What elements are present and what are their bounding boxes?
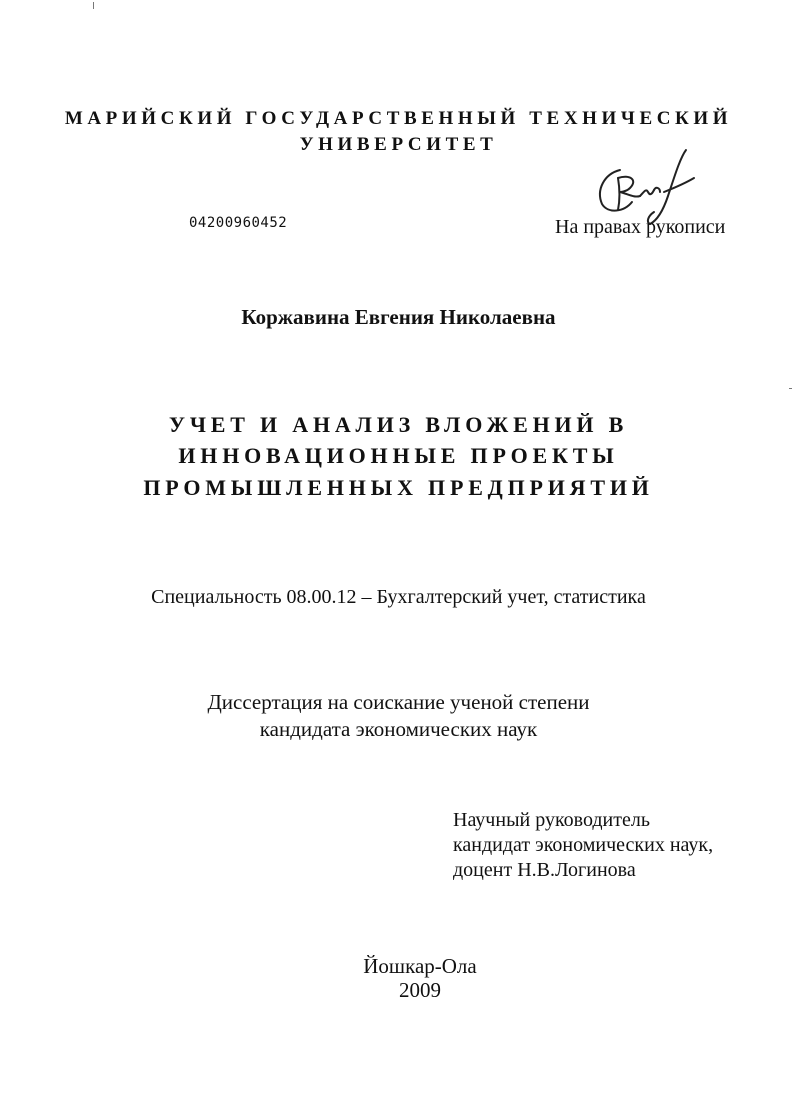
dissertation-title-line3: ПРОМЫШЛЕННЫХ ПРЕДПРИЯТИЙ [143,475,654,500]
city: Йошкар-Ола [363,954,477,978]
university-name-line1: МАРИЙСКИЙ ГОСУДАРСТВЕННЫЙ ТЕХНИЧЕСКИЙ [64,108,733,129]
advisor-degree: кандидат экономических наук, [453,834,714,856]
dissertation-title-line1: УЧЕТ И АНАЛИЗ ВЛОЖЕНИЙ В [168,412,629,437]
advisor-name: доцент Н.В.Логинова [453,859,636,881]
university-name-line2: УНИВЕРСИТЕТ [299,134,498,155]
year: 2009 [399,978,441,1002]
dissertation-degree-line1: Диссертация на соискание ученой степени [207,690,590,714]
scan-speck [93,2,94,9]
author-name: Коржавина Евгения Николаевна [241,305,556,329]
specialty: Специальность 08.00.12 – Бухгалтерский учет, статистика [151,586,646,608]
advisor-role: Научный руководитель [453,809,650,831]
catalog-number: 04200960452 [189,215,288,231]
scan-speck [789,388,792,389]
dissertation-title-line2: ИННОВАЦИОННЫЕ ПРОЕКТЫ [178,443,619,468]
dissertation-degree-line2: кандидата экономических наук [259,717,538,741]
manuscript-note: На правах рукописи [555,216,726,238]
